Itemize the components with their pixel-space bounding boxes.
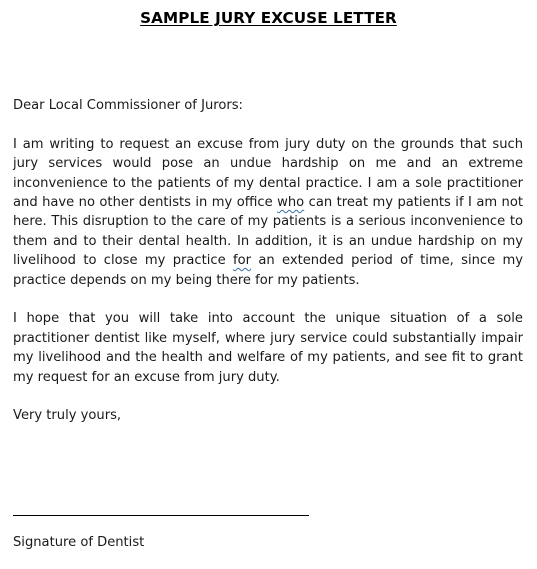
letter-body [13,96,523,445]
closing: Very truly yours, [13,408,122,424]
salutation: Dear Local Commissioner of Jurors: [13,98,243,113]
signature-line [13,515,309,516]
paragraph-1-part-c: an extended period of time, since my practice depends on my being there for my patients. [13,253,523,288]
paragraph-2: I hope that you will take into account the unique situation of a sole practitioner dentist like myself, where jury service could substantially impair my livelihood and the health and welfare of my patients, and see fit to grant my request for an excuse from jury duty. [13,311,523,385]
document-title: SAMPLE JURY EXCUSE LETTER [140,9,397,27]
paragraph-1 [13,135,523,290]
spellcheck-word-for: for [232,253,251,269]
spellcheck-word-who: who [277,195,305,211]
paragraph-1-part-a: I am writing to request an excuse from jury duty on the grounds that such jury services would pose an undue hardship on me and an extreme inconvenience to the patients of my dental practice. I am a sole practitioner and have no other dentists in my office [13,136,523,211]
paragraph-1-part-b: can treat my patients if I am not here. This disruption to the care of my patients is a serious inconvenience to them and to their dental health. In addition, it is an undue hardship on my livelihood to close my practice [13,195,523,269]
signature-label: Signature of Dentist [13,535,145,550]
